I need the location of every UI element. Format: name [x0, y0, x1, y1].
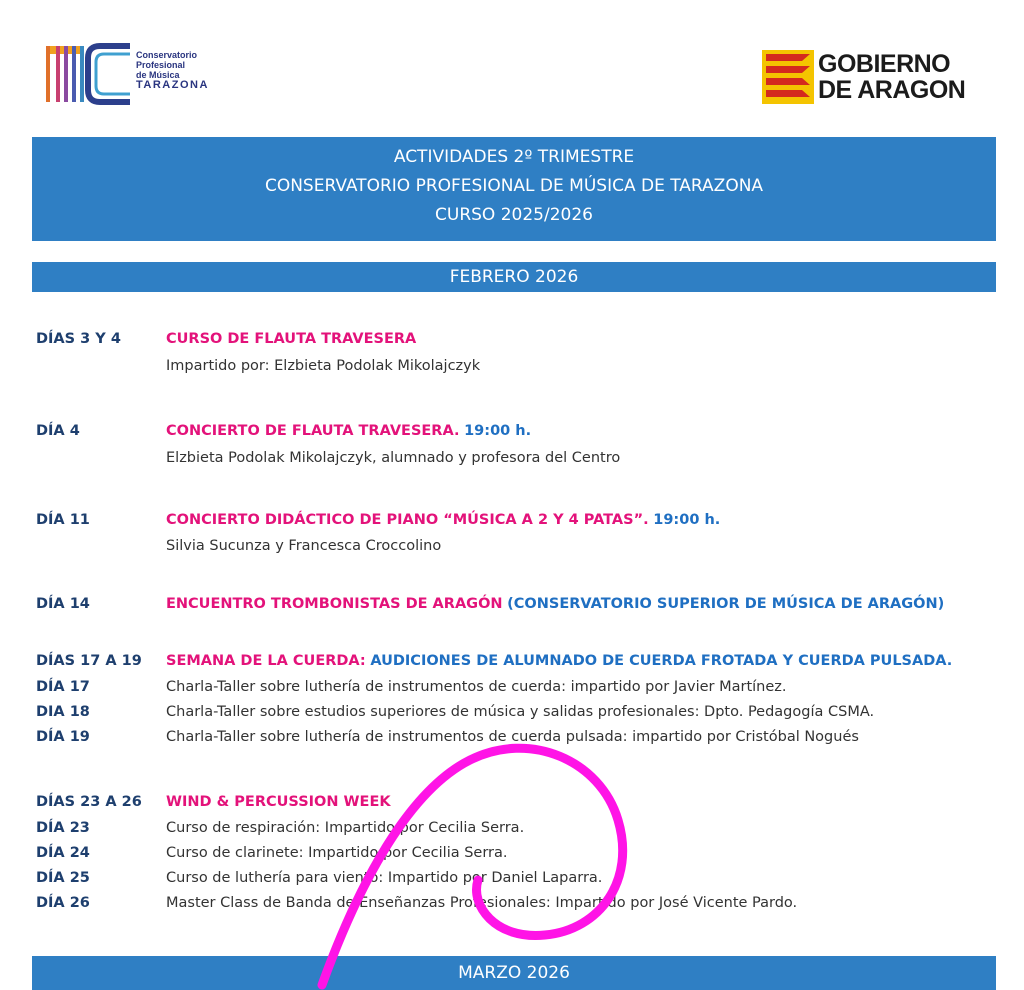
event-day: DÍA 14: [36, 596, 90, 612]
conservatorio-logo-text: Conservatorio Profesional de Música TARAZONA: [136, 50, 209, 91]
event-day: DÍAS 3 Y 4: [36, 331, 121, 347]
event-description: Curso de clarinete: Impartido por Cecilia Serra.: [166, 845, 508, 861]
march-heading: MARZO 2026: [32, 956, 996, 990]
conservatorio-emblem: [44, 40, 134, 106]
title-banner: [32, 137, 996, 241]
event-description: Master Class de Banda de Enseñanzas Profesionales: Impartido por José Vicente Pardo.: [166, 895, 798, 911]
event-day: DÍA 23: [36, 820, 90, 836]
event-day: DÍAS 23 A 26: [36, 794, 142, 810]
event-day: DIA 18: [36, 704, 90, 720]
aragon-flag-icon: [762, 50, 814, 104]
event-description: Curso de luthería para viento: Impartido por Daniel Laparra.: [166, 870, 603, 886]
title-line-1: ACTIVIDADES 2º TRIMESTRE: [393, 147, 635, 167]
title-line-2: CONSERVATORIO PROFESIONAL DE MÚSICA DE TARAZONA: [264, 176, 764, 196]
event-title: WIND & PERCUSSION WEEK: [166, 794, 391, 810]
event-day: DÍA 17: [36, 679, 90, 695]
event-description: Charla-Taller sobre estudios superiores de música y salidas profesionales: Dpto. Pedagogía CSMA.: [166, 704, 875, 720]
event-venue: (CONSERVATORIO SUPERIOR DE MÚSICA DE ARAGÓN): [507, 596, 945, 612]
event-title-line: [166, 653, 952, 669]
february-heading: FEBRERO 2026: [32, 262, 996, 292]
event-description: Charla-Taller sobre luthería de instrumentos de cuerda pulsada: impartido por Cristóbal Nogués: [166, 729, 859, 745]
event-description: Elzbieta Podolak Mikolajczyk, alumnado y profesora del Centro: [166, 450, 621, 466]
event-time: 19:00 h.: [653, 512, 721, 528]
event-time: 19:00 h.: [464, 423, 532, 439]
event-title: ENCUENTRO TROMBONISTAS DE ARAGÓN: [166, 596, 503, 612]
event-subtitle: AUDICIONES DE ALUMNADO DE CUERDA FROTADA Y CUERDA PULSADA.: [370, 653, 953, 669]
event-description: Charla-Taller sobre luthería de instrumentos de cuerda: impartido por Javier Martínez.: [166, 679, 787, 695]
event-title: CONCIERTO DE FLAUTA TRAVESERA.: [166, 423, 460, 439]
event-description: Silvia Sucunza y Francesca Croccolino: [166, 538, 442, 554]
conservatorio-logo: [44, 40, 244, 110]
gobierno-aragon-text: GOBIERNO DE ARAGON: [818, 50, 966, 104]
event-title: CONCIERTO DIDÁCTICO DE PIANO “MÚSICA A 2 Y 4 PATAS”.: [166, 512, 649, 528]
event-title-line: [166, 512, 720, 528]
event-title: CURSO DE FLAUTA TRAVESERA: [166, 331, 417, 347]
event-day: DÍA 25: [36, 870, 90, 886]
event-title-line: [166, 596, 944, 612]
event-day: DÍA 19: [36, 729, 90, 745]
event-day: DÍA 24: [36, 845, 90, 861]
event-day: DÍAS 17 A 19: [36, 653, 142, 669]
event-description: Impartido por: Elzbieta Podolak Mikolajczyk: [166, 358, 481, 374]
event-day: DÍA 4: [36, 423, 80, 439]
event-title: SEMANA DE LA CUERDA:: [166, 653, 366, 669]
event-description: Curso de respiración: Impartido por Cecilia Serra.: [166, 820, 525, 836]
event-day: DÍA 11: [36, 512, 90, 528]
event-title-line: [166, 423, 531, 439]
event-day: DÍA 26: [36, 895, 90, 911]
gobierno-aragon-logo: [762, 50, 992, 110]
title-line-3: CURSO 2025/2026: [435, 205, 593, 225]
